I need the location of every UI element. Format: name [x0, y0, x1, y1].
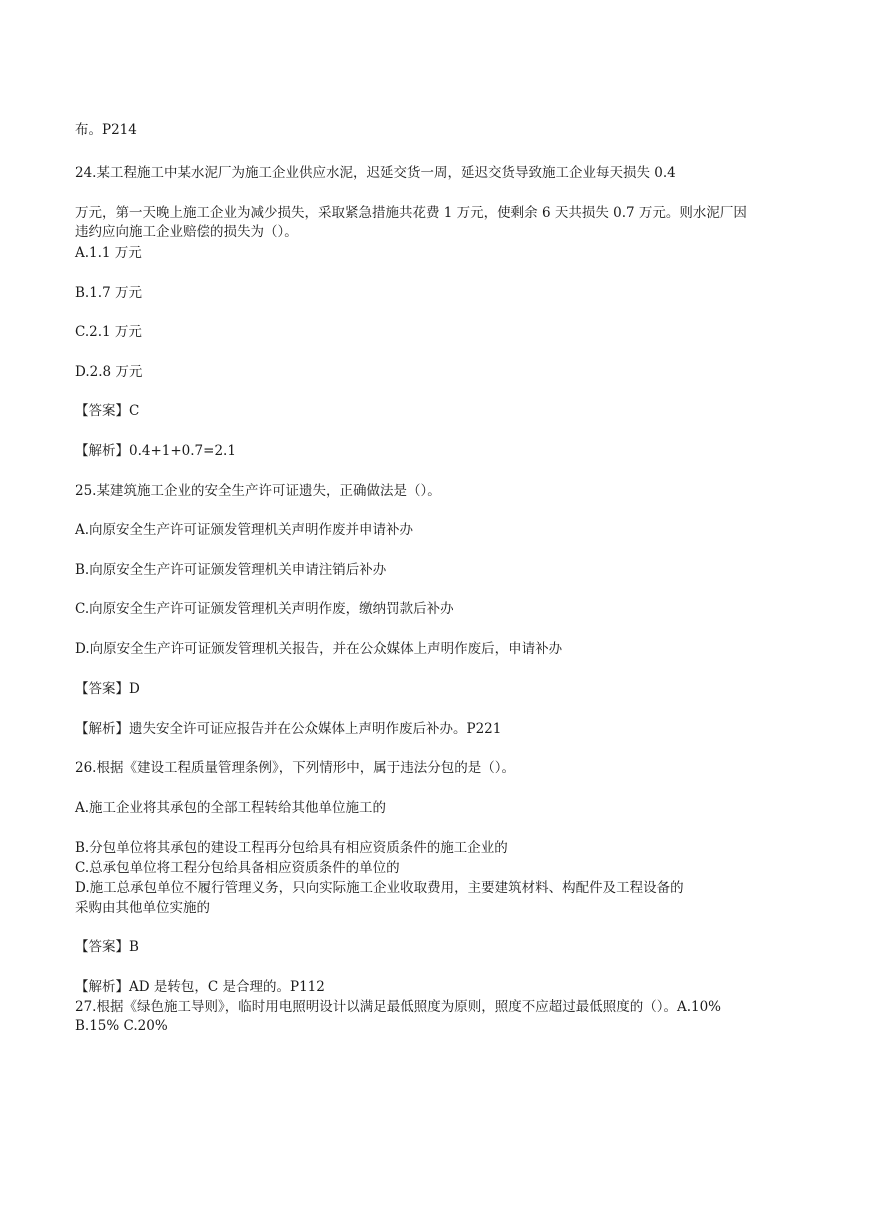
- previous-question-tail: 布。P214: [75, 122, 137, 138]
- q26-option-b: B.分包单位将其承包的建设工程再分包给具有相应资质条件的施工企业的: [75, 840, 508, 856]
- q27-stem-line-1: 27.根据《绿色施工导则》，临时用电照明设计以满足最低照度为原则，照度不应超过最低照度的（）。A.10%: [75, 999, 722, 1015]
- q24-option-c: C.2.1 万元: [75, 324, 142, 340]
- q26-option-a: A.施工企业将其承包的全部工程转给其他单位施工的: [75, 800, 387, 816]
- q25-analysis: 【解析】遗失安全许可证应报告并在公众媒体上声明作废后补办。P221: [75, 721, 502, 737]
- q25-option-d: D.向原安全生产许可证颁发管理机关报告，并在公众媒体上声明作废后，申请补办: [75, 641, 563, 657]
- q26-option-c: C.总承包单位将工程分包给具备相应资质条件的单位的: [75, 860, 400, 876]
- q26-analysis: 【解析】AD 是转包，C 是合理的。P112: [75, 979, 325, 995]
- q25-option-c: C.向原安全生产许可证颁发管理机关声明作废，缴纳罚款后补办: [75, 601, 454, 617]
- q24-stem-line-2: 万元，第一天晚上施工企业为减少损失，采取紧急措施共花费 1 万元，使剩余 6 天共损失 0.7 万元。则水泥厂因: [75, 205, 747, 221]
- q25-option-a: A.向原安全生产许可证颁发管理机关声明作废并申请补办: [75, 522, 414, 538]
- q24-answer: 【答案】C: [75, 403, 140, 419]
- q25-stem: 25.某建筑施工企业的安全生产许可证遗失，正确做法是（）。: [75, 483, 441, 499]
- q26-stem: 26.根据《建设工程质量管理条例》，下列情形中，属于违法分包的是（）。: [75, 760, 515, 776]
- q24-stem-line-3: 违约应向施工企业赔偿的损失为（）。: [75, 224, 298, 240]
- q26-option-d-line-2: 采购由其他单位实施的: [75, 900, 210, 916]
- q24-option-a: A.1.1 万元: [75, 245, 142, 261]
- q24-analysis: 【解析】0.4+1+0.7=2.1: [75, 443, 236, 459]
- q25-option-b: B.向原安全生产许可证颁发管理机关申请注销后补办: [75, 562, 387, 578]
- q26-answer: 【答案】B: [75, 939, 139, 955]
- q24-option-b: B.1.7 万元: [75, 285, 142, 301]
- q24-option-d: D.2.8 万元: [75, 364, 143, 380]
- q24-stem-line-1: 24.某工程施工中某水泥厂为施工企业供应水泥，迟延交货一周，延迟交货导致施工企业每天损失 0.4: [75, 165, 676, 181]
- q25-answer: 【答案】D: [75, 681, 140, 697]
- q26-option-d-line-1: D.施工总承包单位不履行管理义务，只向实际施工企业收取费用，主要建筑材料、构配件及工程设备的: [75, 880, 684, 896]
- q27-stem-line-2: B.15% C.20%: [75, 1018, 168, 1034]
